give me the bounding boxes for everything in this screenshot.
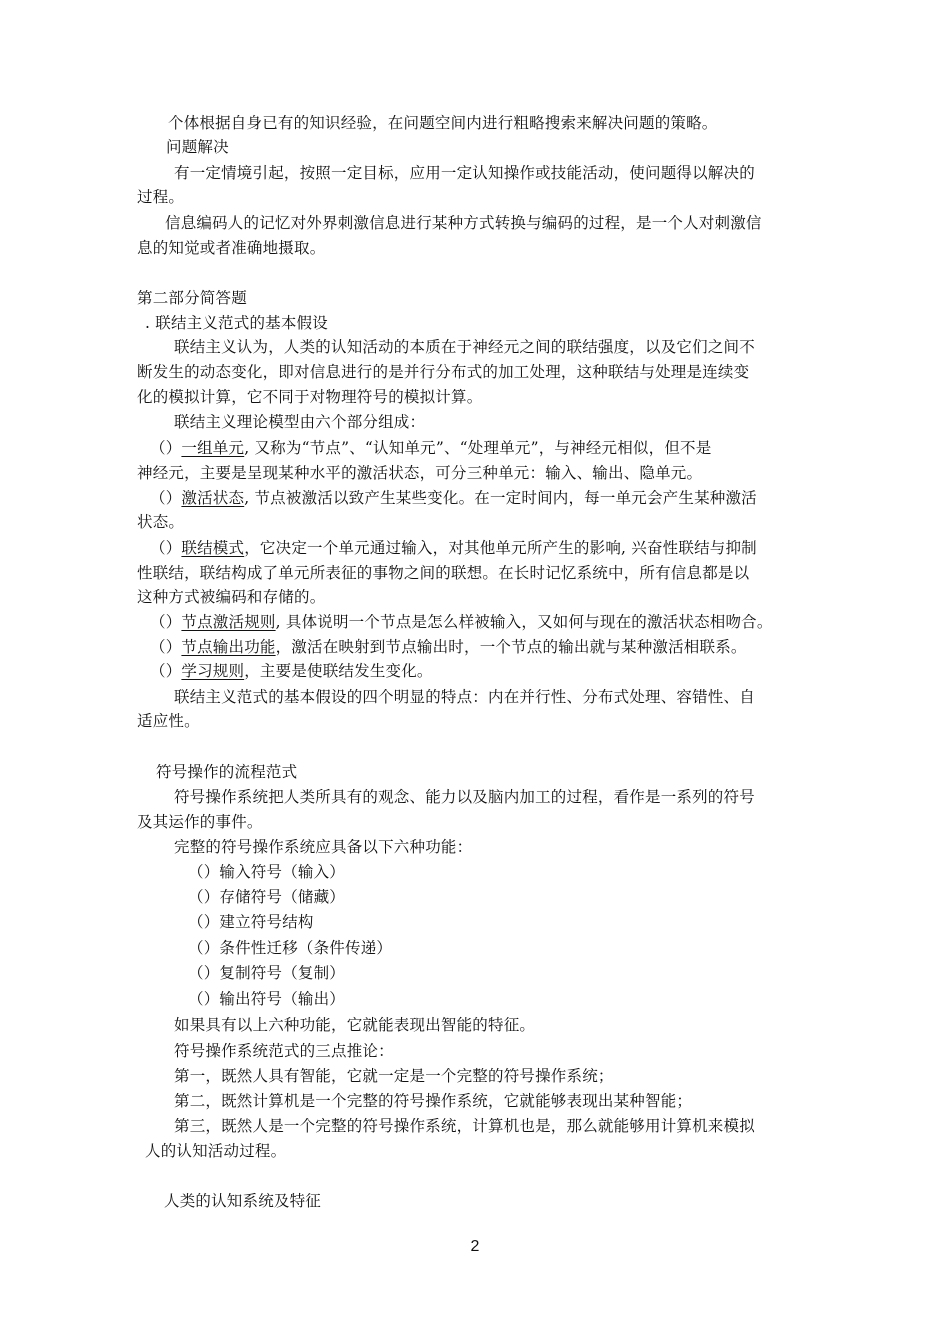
connectionism-summary-line-1: 联结主义范式的基本假设的四个明显的特点：内在并行性、分布式处理、容错性、自	[174, 688, 755, 706]
model-components-intro: 联结主义理论模型由六个部分组成：	[174, 413, 426, 431]
symbolic-heading: 符号操作的流程范式	[156, 763, 298, 781]
term-problem-solving: 问题解决	[166, 138, 229, 156]
component-term: 节点激活规则	[181, 613, 276, 631]
part2-heading: 第二部分简答题	[137, 289, 247, 307]
component-item-continued: 这种方式被编码和存储的。	[137, 588, 326, 606]
component-item: （）节点激活规则, 具体说明一个节点是怎么样被输入，又如何与现在的激活状态相吻合。	[150, 613, 773, 631]
connectionism-summary-line-2: 适应性。	[137, 712, 200, 730]
component-term: 节点输出功能	[181, 638, 276, 656]
connectionism-para-line-3: 化的模拟计算，它不同于对物理符号的模拟计算。	[137, 388, 483, 406]
component-item: （）激活状态, 节点被激活以致产生某些变化。在一定时间内，每一单元会产生某种激活	[150, 489, 757, 507]
component-item-continued: 性联结，联结构成了单元所表征的事物之间的联想。在长时记忆系统中，所有信息都是以	[137, 564, 750, 582]
page-number: 2	[470, 1238, 480, 1255]
function-item: （）存储符号（储藏）	[188, 888, 346, 906]
component-item: （）一组单元, 又称为“节点”、“认知单元”、“处理单元”，与神经元相似，但不是	[150, 439, 712, 457]
component-term: 一组单元	[181, 439, 245, 457]
problem-solving-line-1: 有一定情境引起，按照一定目标，应用一定认知操作或技能活动，使问题得以解决的	[174, 164, 755, 182]
encoding-line-2: 息的知觉或者准确地摄取。	[137, 239, 326, 257]
component-term: 联结模式	[181, 539, 245, 557]
inference-third-line-2: 人的认知活动过程。	[145, 1142, 287, 1160]
functions-intro: 完整的符号操作系统应具备以下六种功能：	[174, 838, 473, 856]
component-term: 激活状态	[181, 489, 245, 507]
inference-first: 第一，既然人具有智能，它就一定是一个完整的符号操作系统；	[174, 1067, 614, 1085]
component-term: 学习规则	[181, 662, 245, 680]
component-item: （）节点输出功能，激活在映射到节点输出时，一个节点的输出就与某种激活相联系。	[150, 638, 747, 656]
component-item: （）联结模式，它决定一个单元通过输入，对其他单元所产生的影响, 兴奋性联结与抑制	[150, 539, 757, 557]
inference-third-line-1: 第三，既然人是一个完整的符号操作系统，计算机也是，那么就能够用计算机来模拟	[174, 1117, 755, 1135]
symbolic-para-line-2: 及其运作的事件。	[137, 813, 263, 831]
function-item: （）输出符号（输出）	[188, 990, 346, 1008]
component-item: （）学习规则，主要是使联结发生变化。	[150, 662, 433, 680]
symbolic-para-line-1: 符号操作系统把人类所具有的观念、能力以及脑内加工的过程，看作是一系列的符号	[174, 788, 755, 806]
cognitive-system-heading: 人类的认知系统及特征	[164, 1192, 322, 1210]
function-item: （）条件性迁移（条件传递）	[188, 939, 393, 957]
connectionism-heading: . 联结主义范式的基本假设	[145, 314, 328, 332]
strategy-definition: 个体根据自身已有的知识经验，在问题空间内进行粗略搜索来解决问题的策略。	[168, 114, 718, 132]
connectionism-para-line-1: 联结主义认为，人类的认知活动的本质在于神经元之间的联结强度，以及它们之间不	[174, 338, 755, 356]
inference-second: 第二，既然计算机是一个完整的符号操作系统，它就能够表现出某种智能；	[174, 1092, 693, 1110]
function-item: （）输入符号（输入）	[188, 863, 346, 881]
connectionism-para-line-2: 断发生的动态变化，即对信息进行的是并行分布式的加工处理，这种联结与处理是连续变	[137, 363, 750, 381]
component-item-continued: 神经元，主要是呈现某种水平的激活状态，可分三种单元：输入、输出、隐单元。	[137, 464, 703, 482]
problem-solving-line-2: 过程。	[137, 188, 185, 206]
inferences-intro: 符号操作系统范式的三点推论：	[174, 1042, 394, 1060]
encoding-line-1: 信息编码人的记忆对外界刺激信息进行某种方式转换与编码的过程，是一个人对刺激信	[165, 214, 762, 232]
function-item: （）建立符号结构	[188, 913, 314, 931]
function-item: （）复制符号（复制）	[188, 964, 346, 982]
functions-conclusion: 如果具有以上六种功能，它就能表现出智能的特征。	[174, 1016, 536, 1034]
component-item-continued: 状态。	[137, 513, 185, 531]
